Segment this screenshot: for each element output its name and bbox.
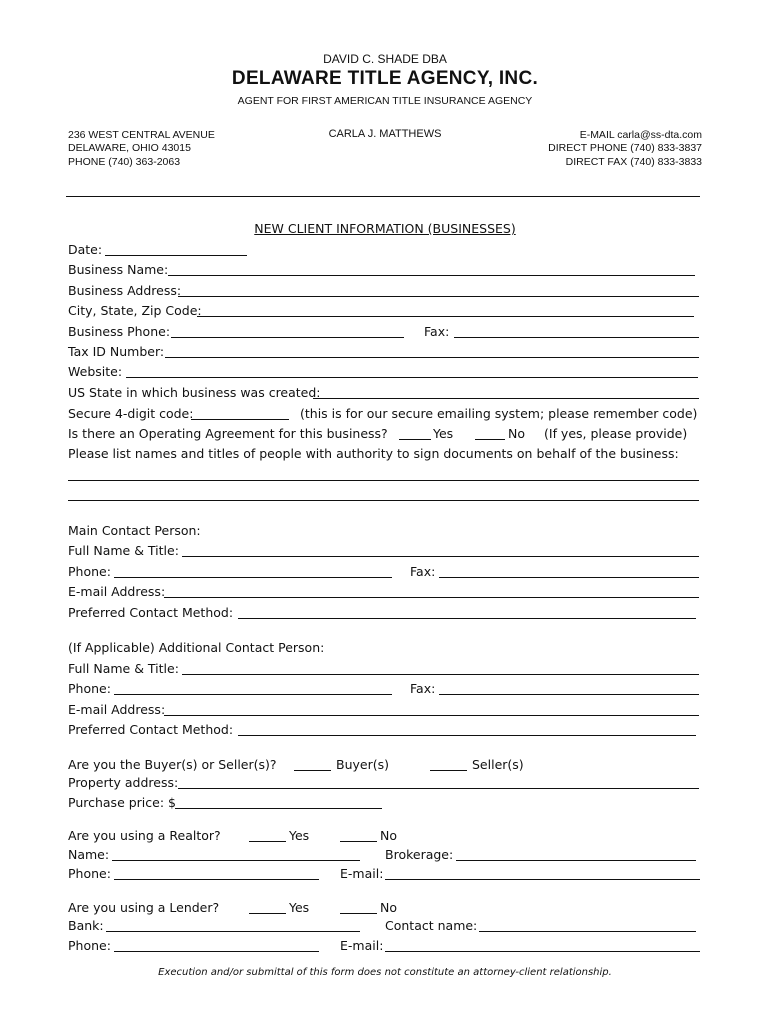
buyers-label: Buyer(s): [336, 757, 389, 772]
bank-field[interactable]: [106, 931, 360, 932]
operating-agreement-no-blank[interactable]: [475, 439, 505, 440]
main-phone-row: [68, 562, 708, 582]
additional-full-name-row: [68, 659, 708, 679]
additional-phone-row: [68, 679, 708, 699]
main-contact-heading-row: [68, 521, 708, 541]
lender-phone-row: [68, 936, 708, 956]
tax-id-field[interactable]: [165, 357, 699, 358]
property-address-field[interactable]: [178, 788, 699, 789]
main-email-row: [68, 582, 708, 602]
operating-agreement-label: Is there an Operating Agreement for this business?: [68, 426, 388, 441]
realtor-label: Are you using a Realtor?: [68, 828, 221, 843]
additional-fax-label: Fax:: [410, 681, 436, 696]
agency-name: DELAWARE TITLE AGENCY, INC.: [231, 68, 539, 89]
property-address-row: [68, 773, 708, 793]
authority-label: Please list names and titles of people with authority to sign documents on behalf of the business:: [68, 446, 679, 461]
realtor-email-label: E-mail:: [340, 866, 384, 881]
additional-contact-heading-row: [68, 638, 708, 658]
main-email-field[interactable]: [164, 597, 699, 598]
dba-line: DAVID C. SHADE DBA: [323, 52, 447, 66]
operating-agreement-no-label: No: [508, 426, 525, 441]
secure-code-row: [68, 404, 708, 424]
realtor-phone-row: [68, 864, 708, 884]
business-fax-field[interactable]: [454, 337, 699, 338]
address-line-2: DELAWARE, OHIO 43015: [68, 142, 191, 154]
direct-phone: DIRECT PHONE (740) 833-3837: [548, 142, 702, 154]
agent-for-line: AGENT FOR FIRST AMERICAN TITLE INSURANCE AGENCY: [237, 95, 533, 107]
secure-code-note: (this is for our secure emailing system; please remember code): [300, 406, 698, 421]
additional-phone-label: Phone:: [68, 681, 111, 696]
additional-phone-field[interactable]: [114, 694, 392, 695]
lender-no-blank[interactable]: [340, 913, 377, 914]
realtor-brokerage-label: Brokerage:: [385, 847, 454, 862]
website-label: Website:: [68, 364, 123, 379]
lender-phone-field[interactable]: [114, 951, 319, 952]
realtor-name-row: [68, 845, 708, 865]
additional-email-row: [68, 700, 708, 720]
tax-id-label: Tax ID Number:: [68, 344, 165, 359]
additional-email-field[interactable]: [164, 715, 699, 716]
additional-full-name-label: Full Name & Title:: [68, 661, 179, 676]
sellers-blank[interactable]: [430, 770, 467, 771]
sellers-label: Seller(s): [472, 757, 524, 772]
lender-no-label: No: [380, 900, 397, 915]
additional-fax-field[interactable]: [439, 694, 699, 695]
city-state-zip-row: [68, 301, 708, 321]
additional-contact-heading: (If Applicable) Additional Contact Person:: [68, 640, 325, 655]
business-fax-label: Fax:: [424, 324, 450, 339]
business-address-label: Business Address:: [68, 283, 182, 298]
website-row: [68, 362, 708, 382]
bank-label: Bank:: [68, 918, 104, 933]
us-state-field[interactable]: [313, 398, 699, 399]
contact-email: E-MAIL carla@ss-dta.com: [579, 129, 702, 141]
authority-line-1[interactable]: [68, 480, 699, 481]
main-phone-field[interactable]: [114, 577, 392, 578]
lender-contact-name-field[interactable]: [479, 931, 696, 932]
realtor-phone-label: Phone:: [68, 866, 111, 881]
us-state-row: [68, 383, 708, 403]
realtor-yes-label: Yes: [289, 828, 310, 843]
footer-disclaimer: Execution and/or submittal of this form does not constitute an attorney-client relationship.: [158, 967, 612, 978]
realtor-name-label: Name:: [68, 847, 110, 862]
main-contact-heading: Main Contact Person:: [68, 523, 201, 538]
operating-agreement-note: (If yes, please provide): [544, 426, 688, 441]
business-name-field[interactable]: [168, 275, 695, 276]
lender-phone-label: Phone:: [68, 938, 111, 953]
realtor-no-blank[interactable]: [340, 841, 377, 842]
main-fax-label: Fax:: [410, 564, 436, 579]
additional-preferred-row: [68, 720, 708, 740]
main-fax-field[interactable]: [439, 577, 699, 578]
direct-fax: DIRECT FAX (740) 833-3833: [565, 156, 702, 168]
website-field[interactable]: [126, 377, 698, 378]
us-state-label: US State in which business was created:: [68, 385, 321, 400]
buyer-seller-label: Are you the Buyer(s) or Seller(s)?: [68, 757, 277, 772]
main-full-name-field[interactable]: [182, 556, 699, 557]
header-divider: [66, 196, 700, 197]
additional-preferred-label: Preferred Contact Method:: [68, 722, 234, 737]
business-name-row: [68, 260, 708, 280]
authority-row: [68, 444, 708, 464]
date-row: [68, 240, 708, 260]
additional-email-label: E-mail Address:: [68, 702, 166, 717]
lender-label: Are you using a Lender?: [68, 900, 220, 915]
realtor-phone-field[interactable]: [114, 879, 319, 880]
office-phone: PHONE (740) 363-2063: [68, 156, 181, 168]
tax-id-row: [68, 342, 708, 362]
buyers-blank[interactable]: [294, 770, 331, 771]
realtor-email-field[interactable]: [385, 879, 700, 880]
additional-full-name-field[interactable]: [182, 674, 699, 675]
realtor-brokerage-field[interactable]: [456, 860, 696, 861]
contact-name: CARLA J. MATTHEWS: [328, 128, 442, 140]
authority-line-2[interactable]: [68, 500, 699, 501]
business-phone-field[interactable]: [171, 337, 404, 338]
business-phone-row: [68, 322, 708, 342]
operating-agreement-yes-label: Yes: [433, 426, 454, 441]
address-line-1: 236 WEST CENTRAL AVENUE: [68, 129, 215, 141]
business-address-field[interactable]: [178, 296, 699, 297]
realtor-row: [68, 826, 708, 846]
main-phone-label: Phone:: [68, 564, 111, 579]
property-address-label: Property address:: [68, 775, 179, 790]
lender-yes-label: Yes: [289, 900, 310, 915]
operating-agreement-yes-blank[interactable]: [399, 439, 431, 440]
date-label: Date:: [68, 242, 103, 257]
realtor-yes-blank[interactable]: [249, 841, 286, 842]
bank-row: [68, 916, 708, 936]
secure-code-label: Secure 4-digit code:: [68, 406, 194, 421]
realtor-no-label: No: [380, 828, 397, 843]
main-preferred-field[interactable]: [238, 618, 696, 619]
main-preferred-row: [68, 603, 708, 623]
lender-contact-name-label: Contact name:: [385, 918, 478, 933]
business-address-row: [68, 281, 708, 301]
city-state-zip-field[interactable]: [197, 316, 694, 317]
main-email-label: E-mail Address:: [68, 584, 166, 599]
date-field[interactable]: [105, 255, 247, 256]
operating-agreement-row: [68, 424, 708, 444]
purchase-price-field[interactable]: [175, 808, 382, 809]
realtor-name-field[interactable]: [112, 860, 360, 861]
main-preferred-label: Preferred Contact Method:: [68, 605, 234, 620]
main-full-name-row: [68, 541, 708, 561]
buyer-seller-row: [68, 755, 708, 775]
lender-email-label: E-mail:: [340, 938, 384, 953]
purchase-price-label: Purchase price: $: [68, 795, 176, 810]
city-state-zip-label: City, State, Zip Code:: [68, 303, 202, 318]
main-full-name-label: Full Name & Title:: [68, 543, 179, 558]
business-name-label: Business Name:: [68, 262, 169, 277]
lender-row: [68, 898, 708, 918]
secure-code-field[interactable]: [191, 419, 289, 420]
business-phone-label: Business Phone:: [68, 324, 171, 339]
lender-email-field[interactable]: [385, 951, 700, 952]
purchase-price-row: [68, 793, 708, 813]
form-title: NEW CLIENT INFORMATION (BUSINESSES): [254, 221, 516, 236]
additional-preferred-field[interactable]: [238, 735, 696, 736]
lender-yes-blank[interactable]: [249, 913, 286, 914]
